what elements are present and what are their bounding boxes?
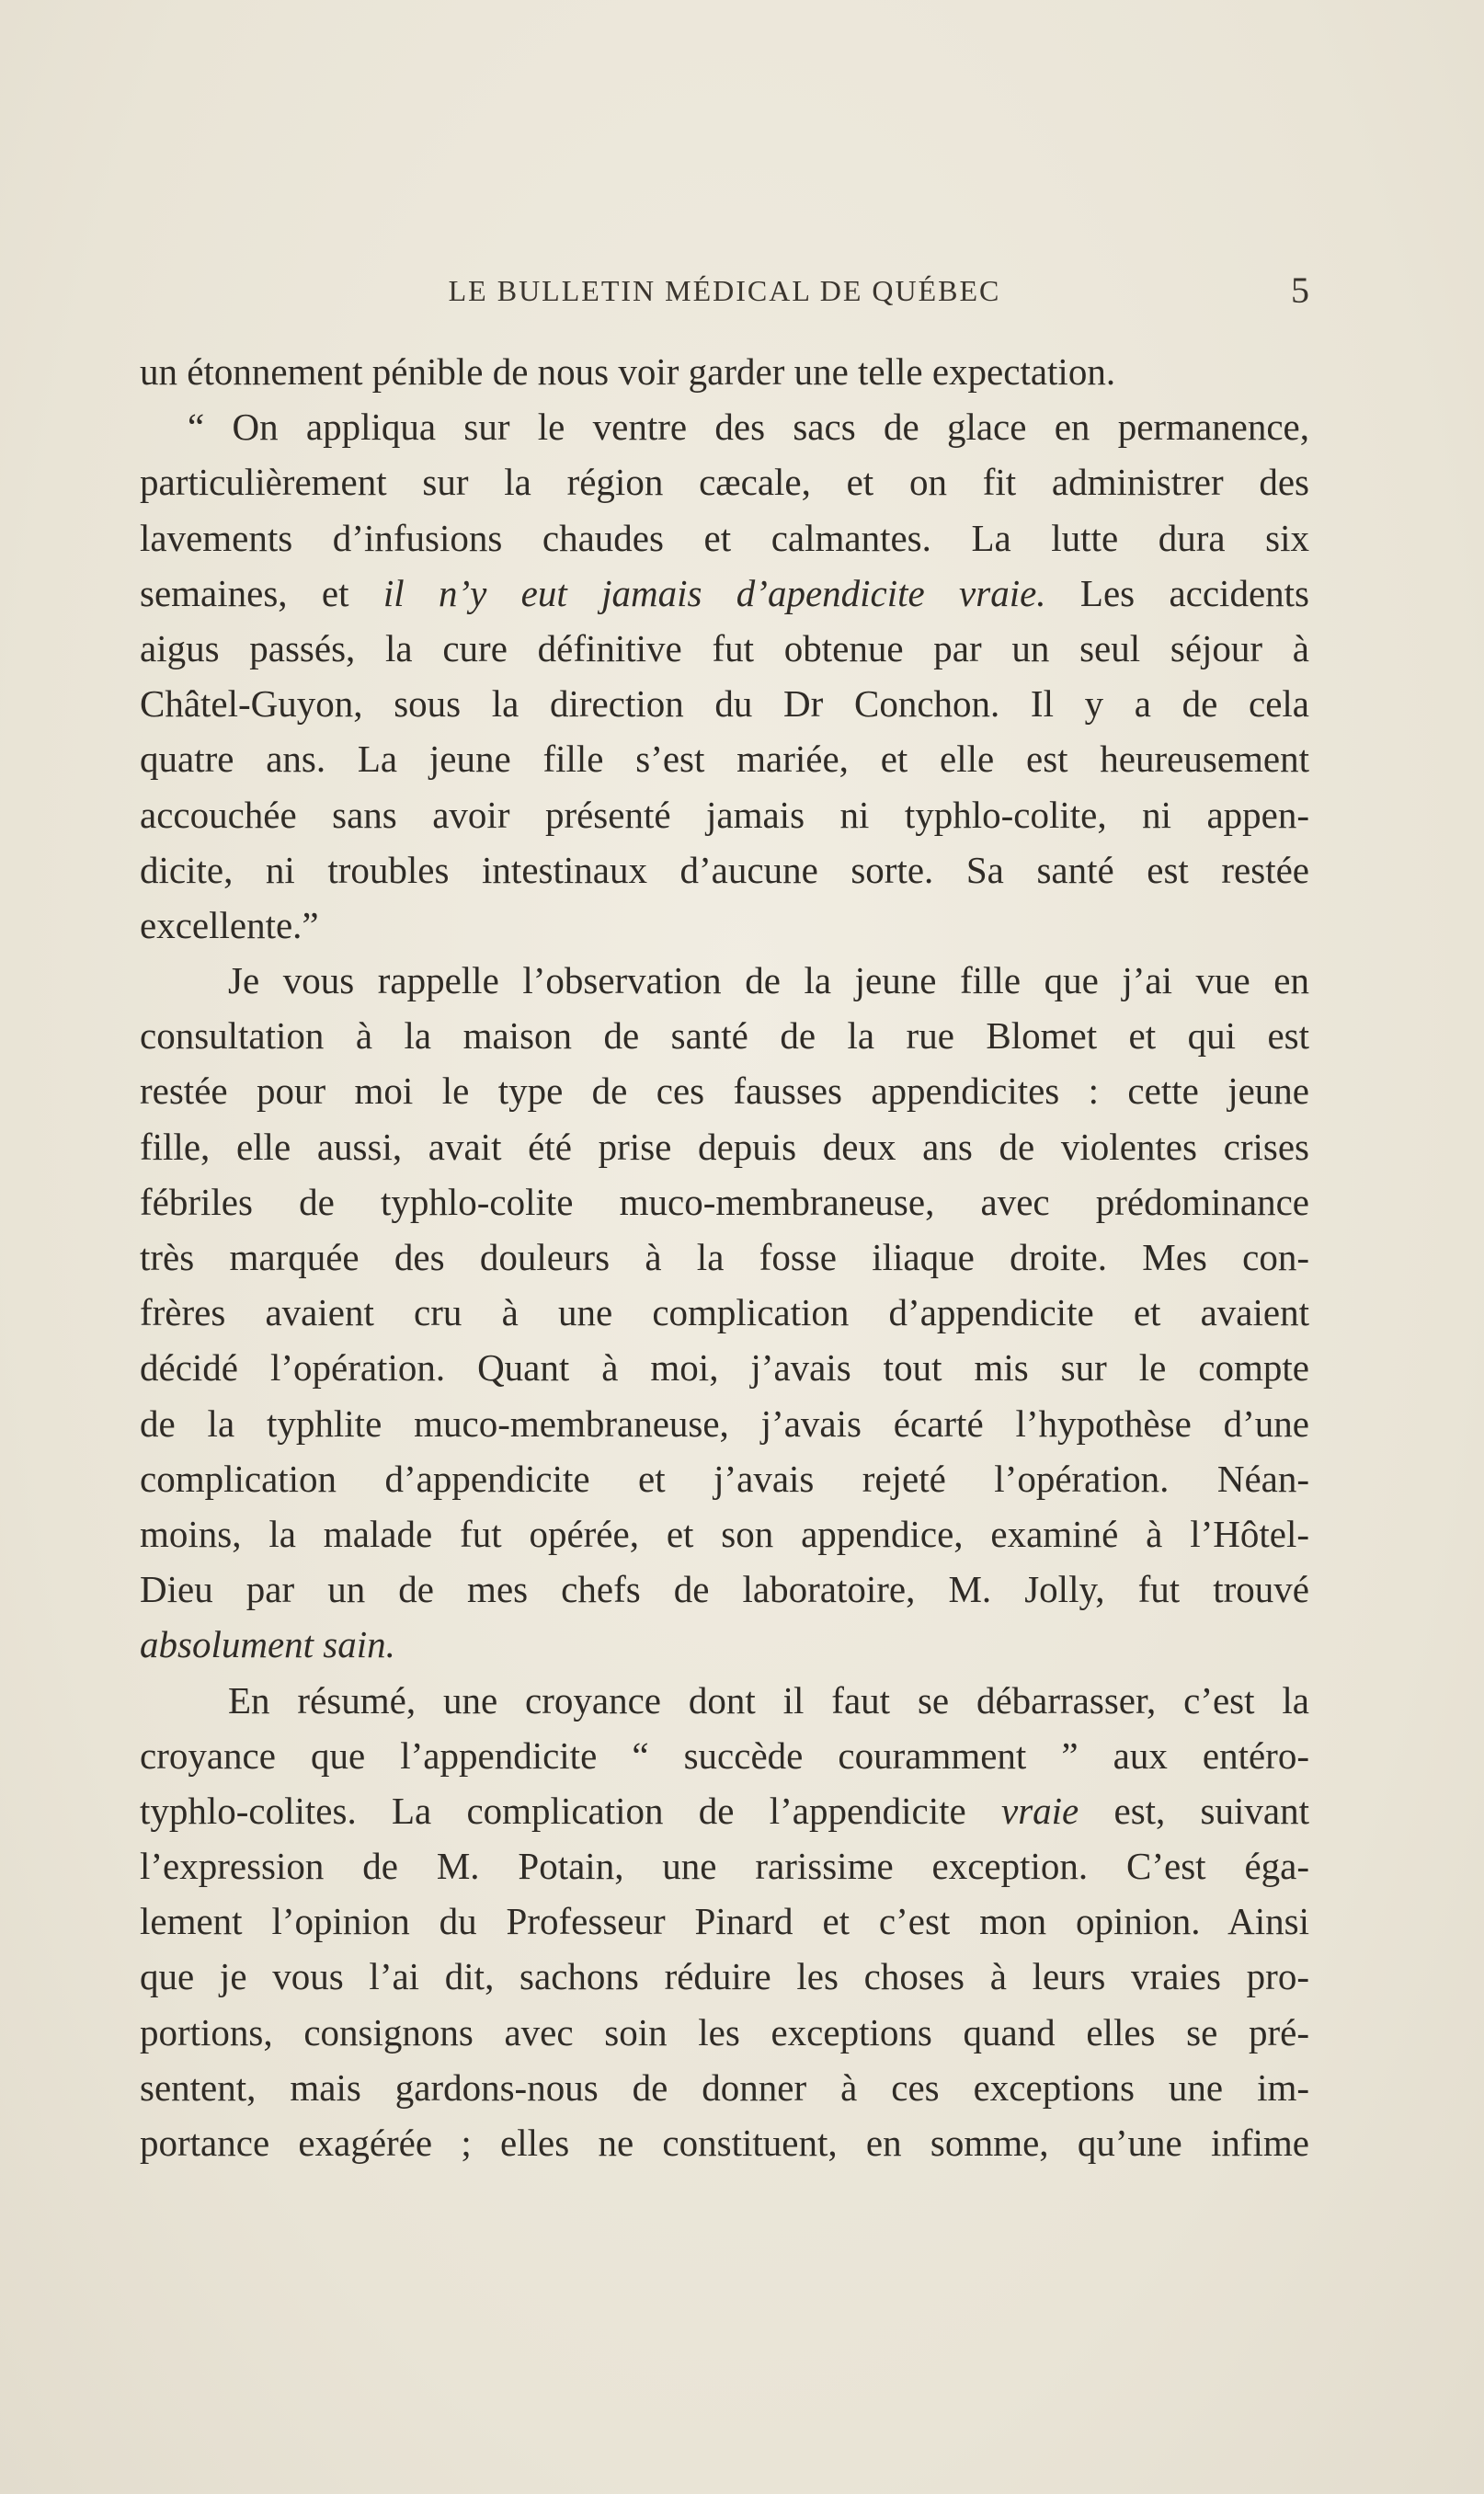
text-line: consultation à la maison de santé de la rue Blomet et qui est (140, 1014, 1309, 1058)
running-header (140, 267, 1309, 315)
body-text (140, 344, 1309, 2170)
text-line: “ On appliqua sur le ventre des sacs de glace en permanence, (188, 406, 1309, 449)
text-line: très marquée des douleurs à la fosse iliaque droite. Mes con- (140, 1236, 1309, 1278)
text-line: frères avaient cru à une complication d’appendicite et avaient (140, 1291, 1309, 1334)
text-line: fébriles de typhlo-colite muco-membraneuse, avec prédominance (140, 1180, 1309, 1223)
text-line: fille, elle aussi, avait été prise depuis deux ans de violentes crises (140, 1125, 1309, 1168)
text-line: En résumé, une croyance dont il faut se débarrasser, c’est la (228, 1678, 1309, 1722)
text-line: portions, consignons avec soin les exceptions quand elles se pré- (140, 2010, 1309, 2054)
text-line (140, 1783, 1309, 1838)
text-line: Dieu par un de mes chefs de laboratoire, M. Jolly, fut trouvé (140, 1568, 1309, 1611)
text-line: un étonnement pénible de nous voir garder une telle expectation. (140, 350, 1116, 393)
text-line: de la typhlite muco-membraneuse, j’avais écarté l’hypothèse d’une (140, 1401, 1309, 1445)
text-line: complication d’appendicite et j’avais rejeté l’opération. Néan- (140, 1457, 1309, 1500)
italic-phrase: il n’y eut jamais d’apendicite vraie. (382, 571, 1046, 614)
text-line: restée pour moi le type de ces fausses appendicites : cette jeune (140, 1070, 1309, 1113)
text-line: dicite, ni troubles intestinaux d’aucune sorte. Sa santé est restée (140, 848, 1309, 891)
italic-phrase: absolument sain. (140, 1623, 395, 1666)
text-line (140, 566, 1309, 621)
text-line (140, 1617, 1309, 1672)
text-line: croyance que l’appendicite “ succède couramment ” aux entéro- (140, 1733, 1309, 1777)
text-line: Je vous rappelle l’observation de la jeune fille que j’ai vue en (228, 959, 1309, 1002)
text-line: que je vous l’ai dit, sachons réduire les choses à leurs vraies pro- (140, 1955, 1309, 1998)
italic-phrase: vraie (1001, 1789, 1079, 1832)
text-line: portance exagérée ; elles ne constituent, en somme, qu’une infime (140, 2122, 1309, 2164)
text-line: décidé l’opération. Quant à moi, j’avais tout mis sur le compte (140, 1346, 1309, 1390)
text-segment: typhlo-colites. La complication de l’appendicite (140, 1789, 1001, 1832)
page-number: 5 (1291, 269, 1309, 311)
text-segment: Les accidents (1045, 571, 1309, 614)
text-line: excellente.” (140, 903, 319, 946)
text-line: accouchée sans avoir présenté jamais ni typhlo-colite, ni appen- (140, 793, 1309, 836)
text-segment: est, suivant (1079, 1789, 1309, 1832)
text-line: quatre ans. La jeune fille s’est mariée, et elle est heureusement (140, 738, 1309, 781)
text-line: lement l’opinion du Professeur Pinard et c’est mon opinion. Ainsi (140, 1900, 1309, 1943)
text-line: particulièrement sur la région cæcale, et on fit administrer des (140, 461, 1309, 504)
running-title: LE BULLETIN MÉDICAL DE QUÉBEC (448, 274, 1001, 307)
text-line: lavements d’infusions chaudes et calmantes. La lutte dura six (140, 516, 1309, 559)
text-line: aigus passés, la cure définitive fut obtenue par un seul séjour à (140, 626, 1309, 669)
text-line: l’expression de M. Potain, une rarissime exception. C’est éga- (140, 1845, 1309, 1888)
text-segment: semaines, et (140, 571, 383, 614)
text-line: sentent, mais gardons-nous de donner à ces exceptions une im- (140, 2065, 1309, 2109)
text-line: moins, la malade fut opérée, et son appendice, examiné à l’Hôtel- (140, 1512, 1309, 1555)
text-line: Châtel-Guyon, sous la direction du Dr Conchon. Il y a de cela (140, 682, 1309, 726)
